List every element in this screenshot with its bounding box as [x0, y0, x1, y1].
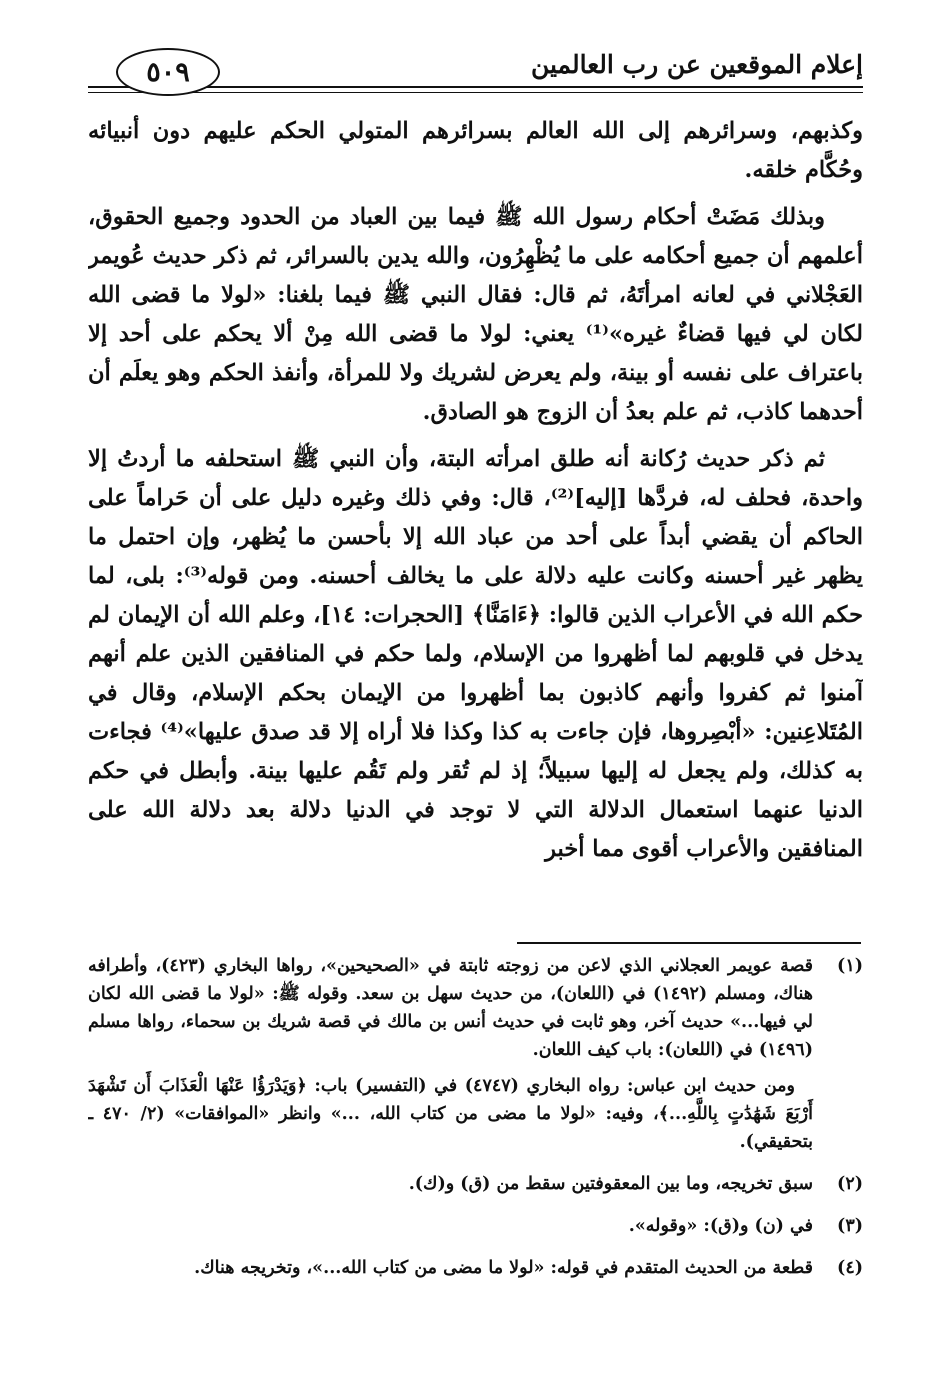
footnote-number: (٣) [837, 1216, 863, 1236]
paragraph: ثم ذكر حديث رُكانة أنه طلق امرأته البتة، وأن النبي ﷺ استحلفه ما أردتُ إلا واحدة، فحلف له، فردَّها [إليه]⁽²⁾، قال: وفي ذلك وغيره دليل على أن حَراماً على الحاكم أن يقضي أبداً على أحد من عباد الله إلا بأحسن ما يُظهر، وإن احتمل ما يظهر غير أحسنه وكانت عليه دلالة على ما يخالف أحسنه. ومن قوله⁽³⁾: بلى، لما حكم الله في الأعراب الذين قالوا: ﴿ءَامَنَّا﴾ [الحجرات: ١٤]، وعلم الله أن الإيمان لم يدخل في قلوبهم لما أظهروا من الإسلام، ولما حكم في المنافقين الذين علم أنهم آمنوا ثم كفروا وأنهم كاذبون بما أظهروا من الإيمان بحكم الإسلام، وقال في المُتَلاعِنين: «أبْصِروها، فإن جاءت به كذا وكذا فلا أراه إلا قد صدق عليها»⁽⁴⁾ فجاءت به كذلك، ولم يجعل له إليها سبيلاً؛ إذ لم تُقر ولم تَقُم عليها بينة. وأبطل في حكم الدنيا عنهما استعمال الدلالة التي لا توجد في الدنيا دلالة بعد دلالة الله على المنافقين والأعراب أقوى مما أخبر [88, 446, 863, 862]
footnote-text: قصة عويمر العجلاني الذي لاعن من زوجته ثابتة في «الصحيحين»، رواها البخاري (٤٢٣)، وأطرافه هناك، ومسلم (١٤٩٢) في (اللعان)، من حديث سهل بن سعد. وقوله ﷺ: «لولا ما قضى الله لكان لي فيها...» حديث آخر، وهو ثابت في حديث أنس بن مالك في قصة شريك بن سحماء، رواها مسلم (١٤٩٦) في (اللعان): باب كيف اللعان. [88, 956, 814, 1060]
footnote-separator [517, 942, 861, 944]
footnote-3 [88, 1212, 863, 1248]
footnote-4 [88, 1254, 863, 1290]
paragraph: وبذلك مَضَتْ أحكام رسول الله ﷺ فيما بين العباد من الحدود وجميع الحقوق، أعلمهم أن جميع أحكامه على ما يُظْهِرُون، والله يدين بالسرائر، ثم ذكر حديث عُويمر العَجْلاني في لعانه امرأتَهُ، ثم قال: فقال النبي ﷺ فيما بلغنا: «لولا ما قضى الله لكان لي فيها قضاءٌ غيره»⁽¹⁾ يعني: لولا ما قضى الله مِنْ ألا يحكم على أحد إلا باعتراف على نفسه أو بينة، ولم يعرض لشريك ولا للمرأة، وأنفذ الحكم وهو يعلَم أن أحدهما كاذب، ثم علم بعدُ أن الزوج هو الصادق. [88, 204, 863, 425]
footnote-number: (٤) [837, 1258, 863, 1278]
footnote-1 [88, 952, 863, 1164]
page-number-badge: ٥٠٩ [116, 48, 220, 96]
book-title: إعلام الموقعين عن رب العالمين [530, 50, 863, 79]
page-header [88, 40, 863, 100]
main-text [88, 112, 863, 927]
footnote-number: (١) [837, 956, 863, 976]
paragraph: وكذبهم، وسرائرهم إلى الله العالم بسرائرهم المتولي الحكم عليهم دون أنبيائه وحُكَّام خلقه. [88, 118, 863, 183]
footnote-text: ومن حديث ابن عباس: رواه البخاري (٤٧٤٧) في (التفسير) باب: ﴿وَيَدْرَؤُا عَنْهَا الْعَذَابَ أَن تَشْهَدَ أَرْبَعَ شَهَٰدَٰتٍ بِاللَّهِ...﴾، وفيه: «لولا ما مضى من كتاب الله، ...» وانظر «الموافقات» (٢/ ٤٧٠ ـ بتحقيقي). [88, 1076, 813, 1152]
footnote-2 [88, 1170, 863, 1206]
header-rule-thin [88, 92, 863, 93]
footnote-number: (٢) [837, 1174, 863, 1194]
footnotes [88, 952, 863, 1332]
footnote-text: في (ن) و(ق): «وقوله». [628, 1216, 813, 1236]
footnote-text: قطعة من الحديث المتقدم في قوله: «لولا ما مضى من كتاب الله...»، وتخريجه هناك. [194, 1258, 813, 1278]
footnote-text: سبق تخريجه، وما بين المعقوفتين سقط من (ق) و(ك). [408, 1174, 813, 1194]
